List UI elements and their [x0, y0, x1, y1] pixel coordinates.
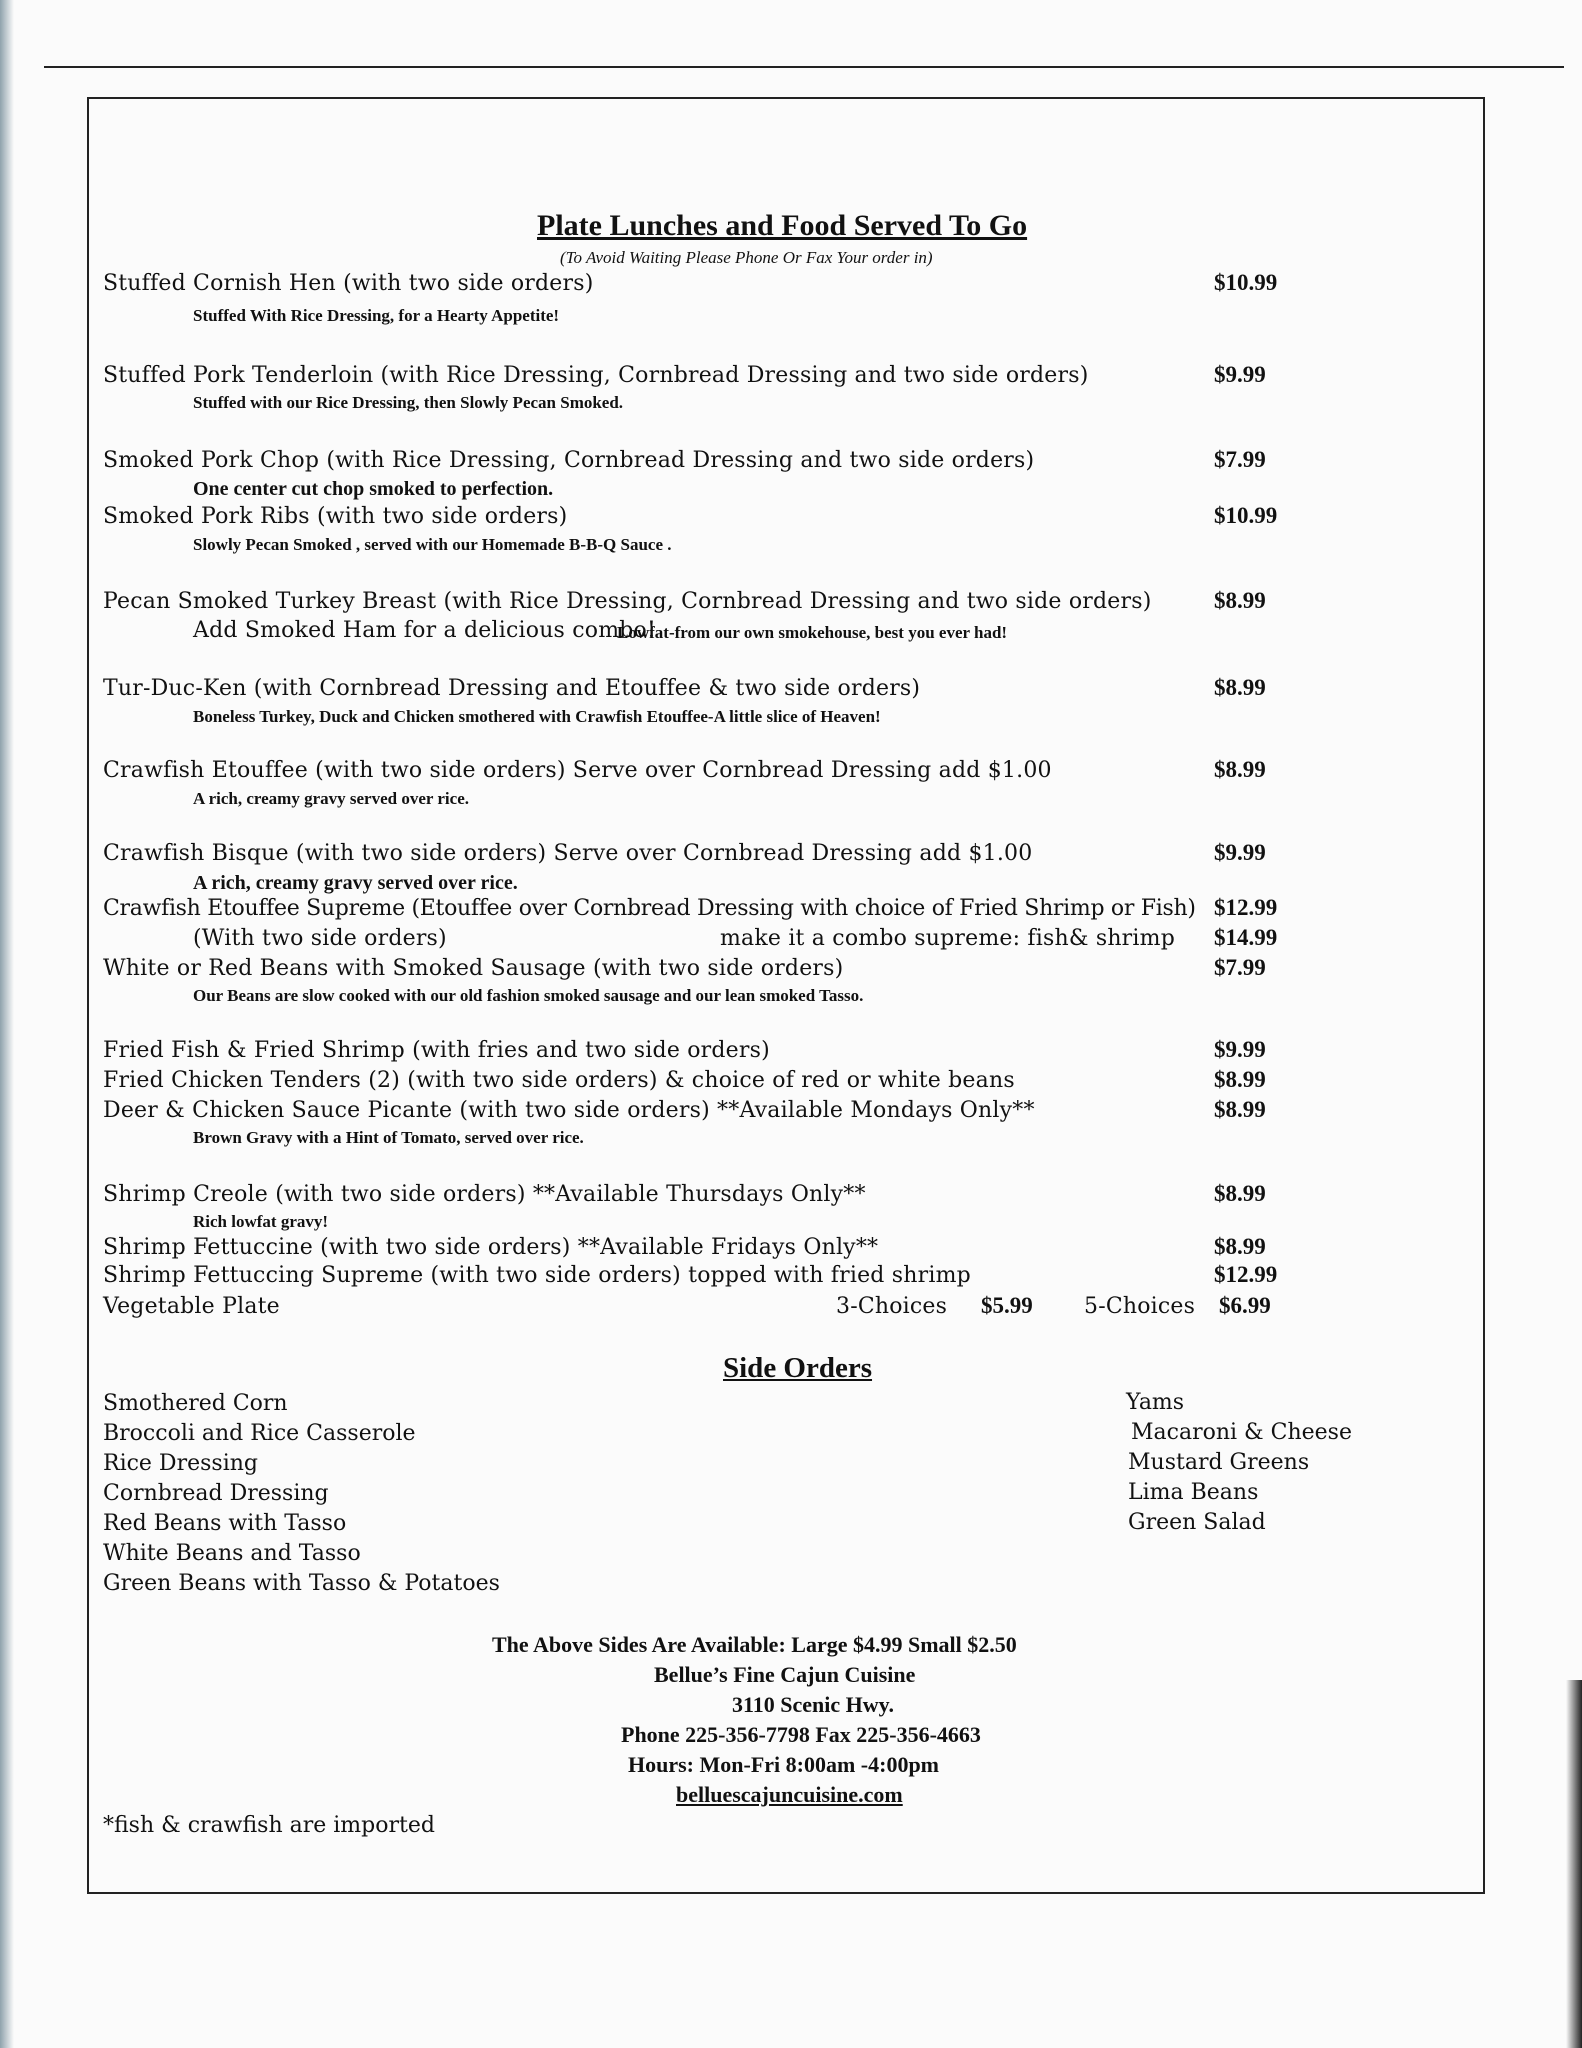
side-item: Smothered Corn	[103, 1391, 288, 1416]
menu-item-price: $8.99	[1214, 757, 1266, 782]
menu-item-name: Stuffed Pork Tenderloin (with Rice Dressing, Cornbread Dressing and two side orders)	[103, 363, 1089, 388]
menu-item-price: $8.99	[1214, 675, 1266, 700]
menu-item-desc: One center cut chop smoked to perfection.	[193, 478, 554, 500]
menu-item-desc: Stuffed with our Rice Dressing, then Slowly Pecan Smoked.	[193, 393, 624, 412]
menu-item-name: Crawfish Bisque (with two side orders) Serve over Cornbread Dressing add $1.00	[103, 841, 1033, 866]
menu-item-price: $8.99	[1214, 1234, 1266, 1259]
menu-item-price: $10.99	[1214, 270, 1278, 295]
menu-item-price: $8.99	[1214, 1181, 1266, 1206]
menu-item-name: Pecan Smoked Turkey Breast (with Rice Dressing, Cornbread Dressing and two side orders)	[103, 589, 1152, 614]
menu-item-price: $8.99	[1214, 1097, 1266, 1122]
business-phone: Phone 225-356-7798 Fax 225-356-4663	[621, 1722, 981, 1747]
menu-item-name: Vegetable Plate	[103, 1294, 280, 1319]
side-orders-title: Side Orders	[723, 1352, 873, 1384]
business-address: 3110 Scenic Hwy.	[732, 1692, 894, 1717]
business-name: Bellue’s Fine Cajun Cuisine	[654, 1662, 916, 1687]
side-item: Rice Dressing	[103, 1451, 258, 1476]
menu-item-name: Fried Chicken Tenders (2) (with two side orders) & choice of red or white beans	[103, 1068, 1015, 1093]
menu-item-desc: Lowfat-from our own smokehouse, best you ever had!	[617, 623, 1008, 642]
menu-item-price: $12.99	[1214, 895, 1278, 920]
side-item: White Beans and Tasso	[103, 1541, 361, 1566]
menu-item-desc: Stuffed With Rice Dressing, for a Hearty Appetite!	[193, 306, 560, 325]
menu-item-name: Deer & Chicken Sauce Picante (with two side orders) **Available Mondays Only**	[103, 1098, 1035, 1123]
menu-item-name: Shrimp Creole (with two side orders) **Available Thursdays Only**	[103, 1182, 866, 1207]
menu-item-price: $7.99	[1214, 447, 1266, 472]
menu-item-desc: A rich, creamy gravy served over rice.	[193, 789, 469, 808]
menu-item-name: Smoked Pork Ribs (with two side orders)	[103, 504, 568, 529]
page-title: Plate Lunches and Food Served To Go	[537, 209, 1028, 242]
menu-item-price: $9.99	[1214, 1037, 1266, 1062]
side-item: Red Beans with Tasso	[103, 1511, 347, 1536]
menu-item-name: Smoked Pork Chop (with Rice Dressing, Cornbread Dressing and two side orders)	[103, 448, 1035, 473]
menu-item-price: $14.99	[1214, 925, 1278, 950]
menu-item-price: $10.99	[1214, 503, 1278, 528]
vegetable-choice3-label: 3-Choices	[836, 1294, 948, 1319]
menu-item-name: White or Red Beans with Smoked Sausage (with two side orders)	[103, 956, 844, 981]
menu-item-combo: make it a combo supreme: fish& shrimp	[720, 926, 1175, 951]
page-subtitle: (To Avoid Waiting Please Phone Or Fax Your order in)	[560, 248, 933, 267]
menu-item-name: Crawfish Etouffee (with two side orders) Serve over Cornbread Dressing add $1.00	[103, 758, 1052, 783]
menu-item-price: $12.99	[1214, 1262, 1278, 1287]
scan-edge-shadow	[0, 0, 14, 2048]
vegetable-choice5-label: 5-Choices	[1084, 1294, 1196, 1319]
side-item: Yams	[1126, 1390, 1185, 1415]
menu-item-name: Stuffed Cornish Hen (with two side orders)	[103, 271, 594, 296]
menu-item-name: Shrimp Fettuccing Supreme (with two side orders) topped with fried shrimp	[103, 1263, 971, 1288]
import-note: *fish & crawfish are imported	[103, 1813, 435, 1838]
website-link[interactable]: belluescajuncuisine.com	[676, 1782, 903, 1807]
menu-item-price: $6.99	[1219, 1293, 1271, 1318]
side-item: Green Salad	[1128, 1510, 1266, 1535]
menu-item-desc: Slowly Pecan Smoked , served with our Homemade B-B-Q Sauce .	[193, 535, 672, 554]
side-item: Cornbread Dressing	[103, 1481, 329, 1506]
menu-item-name: Shrimp Fettuccine (with two side orders) **Available Fridays Only**	[103, 1235, 879, 1260]
menu-item-price: $9.99	[1214, 840, 1266, 865]
top-divider	[44, 66, 1564, 68]
side-item: Macaroni & Cheese	[1131, 1420, 1352, 1445]
business-hours: Hours: Mon-Fri 8:00am -4:00pm	[628, 1752, 940, 1777]
menu-item-name: Crawfish Etouffee Supreme (Etouffee over Cornbread Dressing with choice of Fried Shrimp or Fish)	[103, 896, 1196, 921]
menu-item-desc: Our Beans are slow cooked with our old fashion smoked sausage and our lean smoked Tasso.	[193, 986, 864, 1005]
sides-availability: The Above Sides Are Available: Large $4.99 Small $2.50	[492, 1632, 1017, 1657]
side-item: Broccoli and Rice Casserole	[103, 1421, 416, 1446]
menu-item-price: $7.99	[1214, 955, 1266, 980]
menu-item-price: $9.99	[1214, 362, 1266, 387]
menu-item-desc: Brown Gravy with a Hint of Tomato, served over rice.	[193, 1128, 584, 1147]
menu-item-name: Fried Fish & Fried Shrimp (with fries and two side orders)	[103, 1038, 770, 1063]
menu-item-desc-main: Add Smoked Ham for a delicious combo!	[193, 618, 657, 643]
menu-item-desc: A rich, creamy gravy served over rice.	[193, 872, 518, 894]
vegetable-choice3-price: $5.99	[981, 1293, 1033, 1318]
menu-item-price: $8.99	[1214, 1067, 1266, 1092]
menu-item-desc: Boneless Turkey, Duck and Chicken smothered with Crawfish Etouffee-A little slice of Heaven!	[193, 707, 881, 726]
menu-item-desc: Rich lowfat gravy!	[193, 1212, 329, 1231]
menu-item-price: $8.99	[1214, 588, 1266, 613]
side-item: Lima Beans	[1128, 1480, 1259, 1505]
menu-item-name: Tur-Duc-Ken (with Cornbread Dressing and Etouffee & two side orders)	[103, 676, 921, 701]
side-item: Mustard Greens	[1128, 1450, 1310, 1475]
scan-corner-shadow	[1566, 1680, 1582, 2048]
menu-item-sub: (With two side orders)	[193, 926, 447, 951]
side-item: Green Beans with Tasso & Potatoes	[103, 1571, 500, 1596]
